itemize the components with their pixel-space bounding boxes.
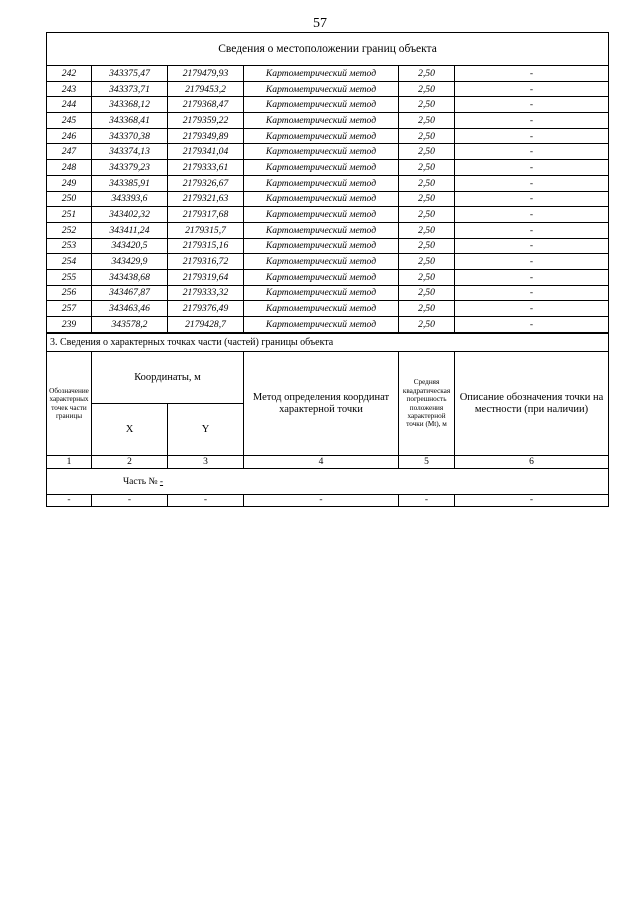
coord-y: 2179428,7 [168, 317, 244, 333]
part-label-cell [47, 469, 609, 495]
table-row [47, 191, 609, 207]
accuracy-cell: 2,50 [399, 160, 455, 176]
point-number: 249 [47, 175, 92, 191]
description-cell: - [455, 317, 609, 333]
point-number: 250 [47, 191, 92, 207]
method-cell: Картометрический метод [244, 81, 399, 97]
section3-title: 3. Сведения о характерных точках части (частей) границы объекта [47, 334, 609, 352]
coord-y: 2179453,2 [168, 81, 244, 97]
table-row [47, 160, 609, 176]
accuracy-cell: 2,50 [399, 269, 455, 285]
column-number: 4 [244, 456, 399, 469]
column-number: 1 [47, 456, 92, 469]
table-row [47, 285, 609, 301]
method-cell: Картометрический метод [244, 66, 399, 82]
point-number: 253 [47, 238, 92, 254]
point-number: 257 [47, 301, 92, 317]
empty-cell: - [399, 495, 455, 507]
method-cell: Картометрический метод [244, 285, 399, 301]
coord-x: 343385,91 [92, 175, 168, 191]
table-row [47, 222, 609, 238]
table-row [47, 238, 609, 254]
point-number: 243 [47, 81, 92, 97]
table-row [47, 269, 609, 285]
accuracy-cell: 2,50 [399, 317, 455, 333]
coord-y: 2179319,64 [168, 269, 244, 285]
accuracy-cell: 2,50 [399, 113, 455, 129]
description-cell: - [455, 254, 609, 270]
description-cell: - [455, 238, 609, 254]
coord-y: 2179317,68 [168, 207, 244, 223]
coord-x: 343463,46 [92, 301, 168, 317]
coord-x: 343368,41 [92, 113, 168, 129]
method-cell: Картометрический метод [244, 222, 399, 238]
page-number: 57 [313, 16, 327, 31]
empty-cell: - [47, 495, 92, 507]
part-boundary-table [46, 333, 609, 507]
point-number: 254 [47, 254, 92, 270]
description-cell: - [455, 160, 609, 176]
accuracy-cell: 2,50 [399, 207, 455, 223]
coord-y: 2179333,61 [168, 160, 244, 176]
part-value: - [159, 476, 164, 487]
accuracy-cell: 2,50 [399, 301, 455, 317]
table-row [47, 144, 609, 160]
coord-y: 2179321,63 [168, 191, 244, 207]
coord-y: 2179333,32 [168, 285, 244, 301]
table-row [47, 254, 609, 270]
coord-y: 2179315,7 [168, 222, 244, 238]
accuracy-cell: 2,50 [399, 254, 455, 270]
header-method: Метод определения координат характерной точки [244, 352, 399, 456]
accuracy-cell: 2,50 [399, 81, 455, 97]
point-number: 251 [47, 207, 92, 223]
point-number: 256 [47, 285, 92, 301]
header-description: Описание обозначения точки на местности (при наличии) [455, 352, 609, 456]
column-number: 2 [92, 456, 168, 469]
coord-y: 2179315,16 [168, 238, 244, 254]
header-accuracy: Средняя квадратическая погрешность положения характерной точки (Mt), м [399, 352, 455, 456]
table-row [47, 301, 609, 317]
description-cell: - [455, 269, 609, 285]
table-row [47, 97, 609, 113]
section-title: Сведения о местоположении границ объекта [47, 33, 609, 66]
description-cell: - [455, 301, 609, 317]
point-number: 248 [47, 160, 92, 176]
part-label: Часть № [123, 476, 158, 487]
point-number: 245 [47, 113, 92, 129]
coord-x: 343393,6 [92, 191, 168, 207]
point-number: 247 [47, 144, 92, 160]
accuracy-cell: 2,50 [399, 175, 455, 191]
method-cell: Картометрический метод [244, 191, 399, 207]
description-cell: - [455, 191, 609, 207]
boundary-points-table [46, 32, 609, 333]
accuracy-cell: 2,50 [399, 238, 455, 254]
coord-y: 2179376,49 [168, 301, 244, 317]
point-number: 255 [47, 269, 92, 285]
coord-x: 343373,71 [92, 81, 168, 97]
description-cell: - [455, 144, 609, 160]
header-x: X [92, 404, 168, 456]
point-number: 246 [47, 128, 92, 144]
point-number: 244 [47, 97, 92, 113]
method-cell: Картометрический метод [244, 269, 399, 285]
column-number: 6 [455, 456, 609, 469]
method-cell: Картометрический метод [244, 97, 399, 113]
description-cell: - [455, 222, 609, 238]
method-cell: Картометрический метод [244, 238, 399, 254]
empty-cell: - [244, 495, 399, 507]
table-row [47, 113, 609, 129]
point-number: 242 [47, 66, 92, 82]
accuracy-cell: 2,50 [399, 66, 455, 82]
accuracy-cell: 2,50 [399, 222, 455, 238]
column-number: 3 [168, 456, 244, 469]
table-row [47, 81, 609, 97]
coord-x: 343375,47 [92, 66, 168, 82]
coord-x: 343438,68 [92, 269, 168, 285]
description-cell: - [455, 97, 609, 113]
method-cell: Картометрический метод [244, 301, 399, 317]
description-cell: - [455, 81, 609, 97]
coord-y: 2179316,72 [168, 254, 244, 270]
description-cell: - [455, 207, 609, 223]
method-cell: Картометрический метод [244, 254, 399, 270]
coord-y: 2179368,47 [168, 97, 244, 113]
description-cell: - [455, 66, 609, 82]
description-cell: - [455, 128, 609, 144]
method-cell: Картометрический метод [244, 207, 399, 223]
description-cell: - [455, 175, 609, 191]
table-row [47, 175, 609, 191]
method-cell: Картометрический метод [244, 128, 399, 144]
accuracy-cell: 2,50 [399, 285, 455, 301]
empty-cell: - [92, 495, 168, 507]
table-row [47, 128, 609, 144]
method-cell: Картометрический метод [244, 160, 399, 176]
coord-x: 343402,32 [92, 207, 168, 223]
header-designation: Обозначение характерных точек части границы [47, 352, 92, 456]
coord-y: 2179479,93 [168, 66, 244, 82]
coord-y: 2179359,22 [168, 113, 244, 129]
method-cell: Картометрический метод [244, 175, 399, 191]
accuracy-cell: 2,50 [399, 128, 455, 144]
accuracy-cell: 2,50 [399, 97, 455, 113]
coord-x: 343374,13 [92, 144, 168, 160]
coord-x: 343420,5 [92, 238, 168, 254]
coord-y: 2179326,67 [168, 175, 244, 191]
empty-cell: - [168, 495, 244, 507]
table-row [47, 317, 609, 333]
header-y: Y [168, 404, 244, 456]
method-cell: Картометрический метод [244, 144, 399, 160]
table-row [47, 207, 609, 223]
description-cell: - [455, 113, 609, 129]
empty-cell: - [455, 495, 609, 507]
coord-x: 343578,2 [92, 317, 168, 333]
method-cell: Картометрический метод [244, 317, 399, 333]
point-number: 239 [47, 317, 92, 333]
header-coordinates: Координаты, м [92, 352, 244, 404]
coord-x: 343368,12 [92, 97, 168, 113]
description-cell: - [455, 285, 609, 301]
point-number: 252 [47, 222, 92, 238]
accuracy-cell: 2,50 [399, 191, 455, 207]
coord-x: 343379,23 [92, 160, 168, 176]
coord-y: 2179341,04 [168, 144, 244, 160]
coord-x: 343411,24 [92, 222, 168, 238]
table-row [47, 66, 609, 82]
coord-x: 343370,38 [92, 128, 168, 144]
method-cell: Картометрический метод [244, 113, 399, 129]
column-number: 5 [399, 456, 455, 469]
accuracy-cell: 2,50 [399, 144, 455, 160]
coord-x: 343429,9 [92, 254, 168, 270]
coord-x: 343467,87 [92, 285, 168, 301]
coord-y: 2179349,89 [168, 128, 244, 144]
